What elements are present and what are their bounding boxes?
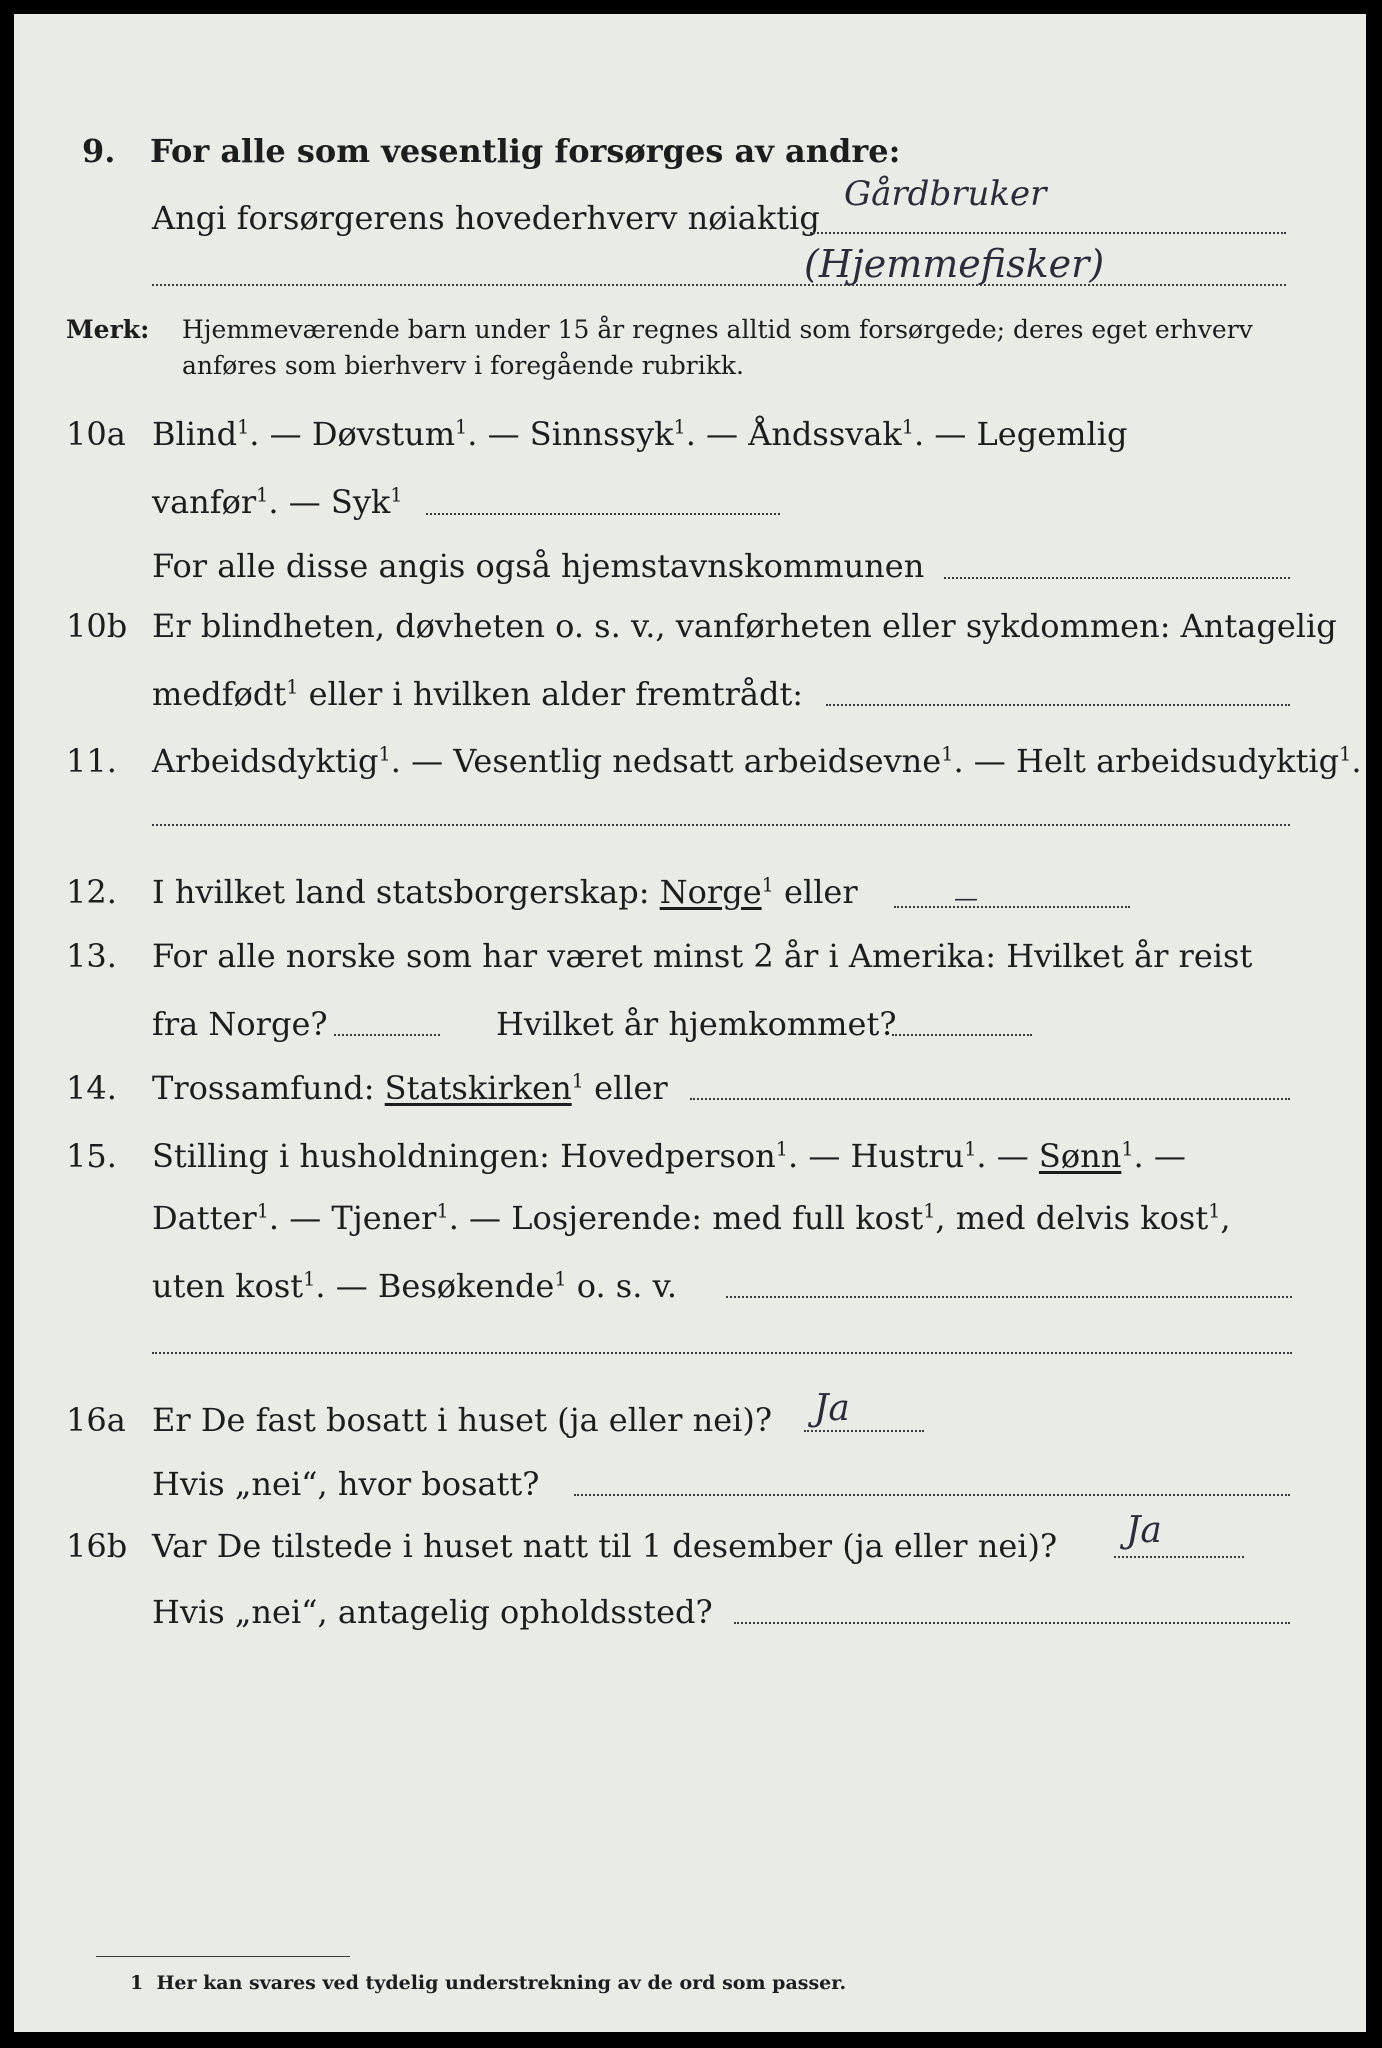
q16b-line2: Hvis „nei“, antagelig opholdssted? — [152, 1593, 713, 1631]
q12-line1: I hvilket land statsborgerskap: Norge$^1$ eller — [152, 873, 858, 911]
q10a-legemlig: Legemlig — [976, 415, 1128, 453]
q10a-blind: Blind — [152, 415, 238, 453]
q12-answer-line — [894, 906, 1130, 908]
q16b-answer-line — [1114, 1556, 1244, 1558]
q9-number: 9. — [82, 132, 116, 170]
q9-prompt: Angi forsørgerens hovederhverv nøiaktig — [152, 199, 820, 237]
q10a-andssvak: Åndssvak — [748, 415, 902, 453]
q10a-line3: For alle disse angis også hjemstavnskommunen — [152, 547, 925, 585]
q13-line1: For alle norske som har været minst 2 år i Amerika: Hvilket år reist — [152, 937, 1253, 975]
q16a-answer-line — [804, 1430, 924, 1432]
merk-text-1: Hjemmeværende barn under 15 år regnes alltid som forsørgede; deres eget erhverv — [182, 315, 1253, 344]
merk-label: Merk: — [66, 315, 150, 344]
q10a-number: 10a — [66, 415, 126, 453]
q14-line1: Trossamfund: Statskirken$^1$ eller — [152, 1069, 668, 1107]
q9-handwritten-answer-2: (Hjemmefisker) — [804, 242, 1105, 286]
q16a-where-line — [574, 1494, 1290, 1496]
q10a-sinnssyk: Sinnssyk — [529, 415, 674, 453]
q16a-line2: Hvis „nei“, hvor bosatt? — [152, 1465, 540, 1503]
q15-answer-line-2 — [152, 1352, 1292, 1354]
q10b-line2: medfødt$^1$ eller i hvilken alder fremtrådt: — [152, 675, 804, 713]
q11-answer-line — [152, 824, 1290, 826]
q10b-answer-line — [826, 704, 1290, 706]
q14-number: 14. — [66, 1069, 117, 1107]
q9-answer-line-2 — [152, 284, 1286, 286]
q16a-number: 16a — [66, 1401, 126, 1439]
q15-number: 15. — [66, 1137, 117, 1175]
q15-sonn-underlined: Sønn — [1038, 1137, 1122, 1175]
merk-text-2: anføres som bierhverv i foregående rubrikk. — [182, 351, 744, 380]
q14-statskirken-underlined: Statskirken — [384, 1069, 572, 1107]
q15-line2: Datter$^1$. — Tjener$^1$. — Losjerende: med full kost$^1$, med delvis kost$^1$, — [152, 1199, 1231, 1237]
q16b-line1: Var De tilstede i huset natt til 1 desember (ja eller nei)? — [152, 1527, 1058, 1565]
q11-number: 11. — [66, 742, 117, 780]
q16a-handwritten-answer: Ja — [814, 1388, 850, 1429]
footnote: 1 Her kan svares ved tydelig understrekning av de ord som passer. — [130, 1972, 847, 1994]
q16b-where-line — [734, 1622, 1290, 1624]
footnote-rule — [96, 1956, 350, 1957]
q9-handwritten-answer: Gårdbruker — [844, 174, 1047, 214]
q14-answer-line — [690, 1098, 1290, 1100]
census-form-page — [14, 14, 1366, 2032]
q10a-line2: vanfør$^1$. — Syk$^1$ — [152, 483, 403, 521]
q13-right-line — [892, 1034, 1032, 1036]
q15-line3: uten kost$^1$. — Besøkende$^1$ o. s. v. — [152, 1267, 678, 1305]
q15-line1: Stilling i husholdningen: Hovedperson$^1$. — Hustru$^1$. — Sønn$^1$. — — [152, 1137, 1186, 1175]
q10b-line1: Er blindheten, døvheten o. s. v., vanførheten eller sykdommen: Antagelig — [152, 607, 1337, 645]
q16b-number: 16b — [66, 1527, 128, 1565]
q15-answer-line — [726, 1296, 1292, 1298]
q13-line2b: Hvilket år hjemkommet? — [496, 1005, 897, 1043]
q10a-kommune-line — [944, 577, 1290, 579]
q10b-number: 10b — [66, 607, 128, 645]
q9-answer-line — [810, 232, 1286, 234]
q10a-syk-line — [426, 513, 780, 515]
q12-handwritten-mark: — — [954, 884, 978, 912]
q9-title: For alle som vesentlig forsørges av andre: — [150, 132, 901, 170]
q13-left-line — [334, 1034, 440, 1036]
q11-line1: Arbeidsdyktig$^1$. — Vesentlig nedsatt arbeidsevne$^1$. — Helt arbeidsudyktig$^1$. — [152, 742, 1362, 780]
q12-number: 12. — [66, 873, 117, 911]
q16a-line1: Er De fast bosatt i huset (ja eller nei)? — [152, 1401, 773, 1439]
q10a-dovstum: Døvstum — [311, 415, 456, 453]
q10a-line1: Blind$^1$. — Døvstum$^1$. — Sinnssyk$^1$. — Åndssvak$^1$. — Legemlig — [152, 415, 1128, 453]
q13-line2a: fra Norge? — [152, 1005, 328, 1043]
q16b-handwritten-answer: Ja — [1126, 1510, 1162, 1551]
q13-number: 13. — [66, 937, 117, 975]
q12-norge-underlined: Norge — [659, 873, 762, 911]
